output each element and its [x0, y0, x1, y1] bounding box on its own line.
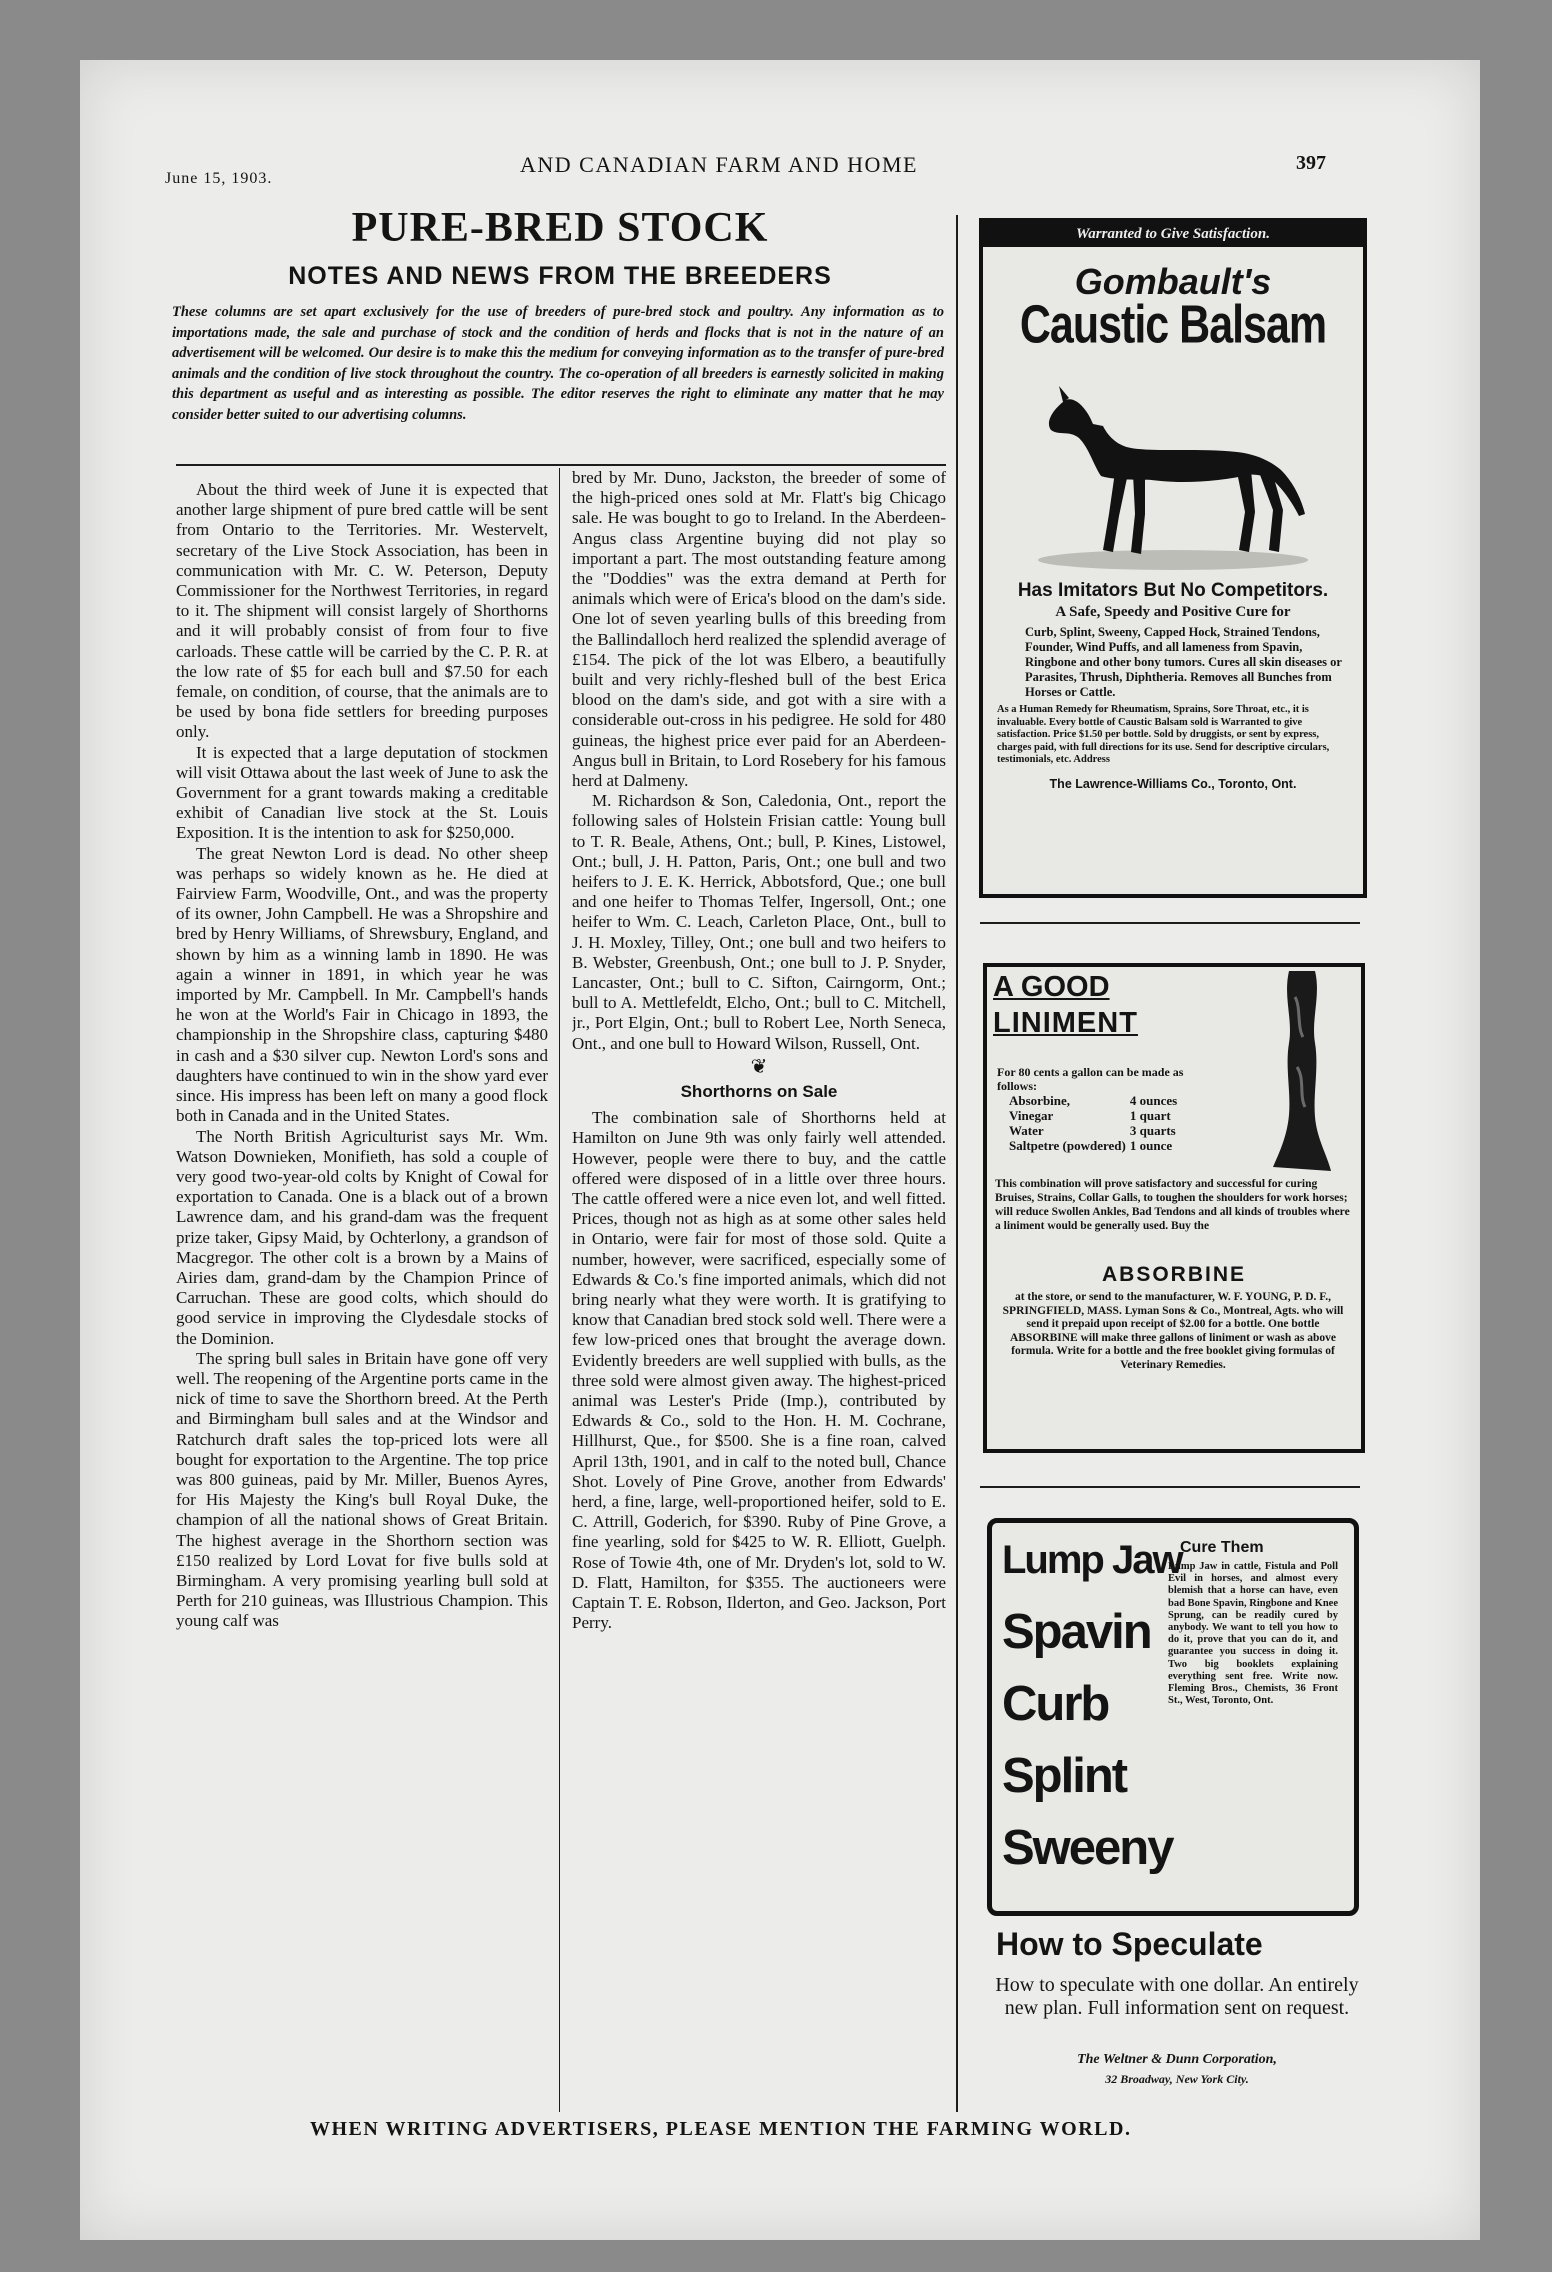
article-column-1 [176, 480, 548, 2120]
recipe-item: Saltpetre (powdered) [1009, 1138, 1126, 1153]
ad-lumpjaw-cure-title: Cure Them [1180, 1539, 1264, 1556]
ad-balsam-safe-cure: A Safe, Speedy and Positive Cure for [1055, 604, 1291, 620]
recipe-qty: 4 ounces [1129, 1093, 1178, 1108]
ad-balsam-claim: Has Imitators But No Competitors. [1017, 580, 1329, 601]
ad-liniment-title-2: LINIMENT [993, 1007, 1138, 1039]
ad-balsam-brand: Gombault's [1074, 261, 1272, 302]
ad-liniment-product: ABSORBINE [1101, 1263, 1246, 1286]
header-publication: AND CANADIAN FARM AND HOME [520, 152, 918, 177]
page-number: 397 [1296, 152, 1326, 174]
paragraph-shorthorns: The combination sale of Shorthorns held at Hamilton on June 9th was only fairly well attended. However, people were there to buy, and the cattle offered were disposed of in a little over three hours. The cattle offered were a nice even lot, and well fitted. Prices, though not as high as at some other sales held in Ontario, were fair for most of those sold. Quite a number, however, were sacrificed, especially some of Edwards & Co.'s fine imported animals, which did not bring nearly what they were worth. It is gratifying to know that Canadian bred stock sold well. There were a few low-priced ones that brought the average down. Evidently breeders are well supplied with bulls, as the three sold were almost given away. The highest-priced animal was Lester's Pride (Imp.), contributed by Edwards & Co., sold to the Hon. H. M. Cochrane, Hillhurst, Que., for $500. She is a fine roan, calved April 13th, 1901, and in calf to the noted bull, Chance Shot. Lovely of Pine Grove, another from Edwards' herd, a fine, large, well-proportioned heifer, sold to E. C. Attrill, Goderich, for $390. Ruby of Pine Grove, a fine yearling, sold for $425 to W. R. Elliott, Guelph. Rose of Towie 4th, one of Mr. Dryden's lot, sold to W. D. Flatt, Hamilton, for $355. The auctioneers were Captain T. E. Robson, Ilderton, and Geo. Jackson, Port Perry. [572, 1108, 946, 1633]
recipe-row [1009, 1123, 1181, 1138]
horse-illustration-icon [1023, 364, 1323, 574]
header-date: June 15, 1903. [165, 170, 273, 187]
ad-column-divider [956, 215, 958, 2112]
intro-divider [176, 464, 946, 466]
horse-leg-illustration-icon [1249, 967, 1359, 1177]
paragraph-deputation: It is expected that a large deputation of stockmen will visit Ottawa about the last week of June to ask the Government for a grant towards making a creditable exhibit of Canadian live stock at the St. Louis Exposition. It is the intention to ask for $250,000. [176, 742, 548, 843]
ad-balsam-banner: Warranted to Give Satisfaction. [983, 222, 1363, 247]
ad-balsam-product: Caustic Balsam [1019, 294, 1327, 355]
paragraph-shipment: About the third week of June it is expected that another large shipment of pure bred cattle will be sent from Ontario to the Territories. Mr. Westervelt, secretary of the Live Stock Association, has been in communication with Mr. C. W. Peterson, Deputy Commissioner for the Northwest Territories, in regard to it. The shipment will consist largely of Shorthorns and it will probably consist of from four to five carloads. These cattle will be carried by the C. P. R. at the low rate of $5 for each bull and $7.50 for each female, on condition, of course, that the animals are to be used by bona fide settlers for breeding purposes only. [176, 480, 548, 742]
ad-liniment-footer: at the store, or send to the manufacturer, W. F. YOUNG, P. D. F., SPRINGFIELD, MASS. Lyman Sons & Co., Montreal, Agts. who will send it prepaid upon receipt of $2.00 for a bottle. One bottle ABSORBINE will make three gallons of liniment or wash as above formula. Write for a bottle and the free booklet giving formulas of Veterinary Remedies. [1002, 1291, 1344, 1371]
section-intro: These columns are set apart exclusively for the use of breeders of pure-bred stock and poultry. Any information as to importations made, the sale and purchase of stock and the condition of herds and flocks that is not in the nature of an advertisement will be welcomed. Our desire is to make this the medium for conveying information as to the transfer of pure-bred animals and the condition of live stock throughout the country. The co-operation of all breeders is earnestly solicited in making this department as useful and as interesting as possible. The editor reserves the right to eliminate any matter that he may consider better suited to our advertising columns. [172, 304, 944, 423]
ad-balsam-cures: Curb, Splint, Sweeny, Capped Hock, Strained Tendons, Founder, Wind Puffs, and all lameness from Spavin, Ringbone and other bony tumors. Cures all skin diseases or Parasites, Thrush, Diphtheria. Removes all Bunches from Horses or Cattle. [1025, 625, 1342, 699]
ad-lumpjaw-word: Splint [1002, 1749, 1127, 1803]
recipe-item: Water [1009, 1123, 1044, 1138]
recipe-row [1009, 1093, 1181, 1108]
ad-liniment-body: This combination will prove satisfactory and successful for curing Bruises, Strains, Collar Galls, to toughen the shoulders for work horses; will reduce Swollen Ankles, Bad Tendons and all kinds of troubles where a liniment would be generally used. Buy the [995, 1178, 1350, 1232]
recipe-qty: 3 quarts [1129, 1123, 1176, 1138]
ad-liniment-title-1: A GOOD [993, 971, 1110, 1003]
ad-lumpjaw-word: Curb [1002, 1677, 1109, 1731]
ad-liniment-recipe [1009, 1093, 1181, 1153]
page-footer: WHEN WRITING ADVERTISERS, PLEASE MENTION THE FARMING WORLD. [310, 2118, 1132, 2140]
ad-balsam-fine-print: As a Human Remedy for Rheumatism, Sprains, Sore Throat, etc., it is invaluable. Every bottle of Caustic Balsam sold is Warranted to give satisfaction. Price $1.50 per bottle. Sold by druggists, or sent by express, charges paid, with full directions for its use. Send for descriptive circulars, testimonials, etc. Address [997, 704, 1330, 765]
ad-lumpjaw-word: Lump Jaw [1002, 1538, 1182, 1582]
ad-divider-1 [980, 922, 1360, 924]
recipe-item: Absorbine, [1009, 1093, 1071, 1108]
paragraph-clydesdale-colts: The North British Agriculturist says Mr. Wm. Watson Downieken, Monifieth, has sold a couple of very good two-year-old colts by Knight of Cowal for exportation to Canada. One is a black out of a brown Lawrence dam, and his grand-dam was the frequent prize taker, Gipsy Maid, by Ochterlony, a grandson of Macgregor. The other colt is a brown by a Mains of Airies dam, grand-dam by the Champion Prince of Carruchan. These are good colts, which should do good service in improving the Clydesdale stocks of the Dominion. [176, 1126, 548, 1348]
article-column-2 [572, 468, 946, 2120]
paragraph-holstein-sales: M. Richardson & Son, Caledonia, Ont., report the following sales of Holstein Frisian cattle: Young bull to T. R. Beale, Athens, Ont.; bull, P. Kines, Listowel, Ont.; bull, J. H. Patton, Paris, Ont.; one bull and two heifers to J. E. K. Herrick, Abbotsford, Que.; one bull and one heifer to Thomas Telfer, Ingersoll, Ont.; one heifer to Wm. C. Leach, Carleton Place, Ont., bull to J. H. Moxley, Tilley, Ont.; one bull and two heifers to B. Webster, Greenbush, Ont.; one bull to J. P. Snyder, Lancaster, Ont.; bull to C. Sifton, Cairngorm, Ont.; bull to A. Mettlefeldt, Elcho, Ont.; bull to C. Mitchell, jr., Port Elgin, Ont.; bull to Robert Lee, North Seneca, Ont., and one bull to Howard Wilson, Russell, Ont. [572, 791, 946, 1053]
recipe-qty: 1 ounce [1129, 1138, 1173, 1153]
ad-divider-2 [980, 1486, 1360, 1488]
paragraph-newton-lord: The great Newton Lord is dead. No other sheep was perhaps so widely known as he. He died at Fairview Farm, Woodville, Ont., and was the property of its owner, John Campbell. He was a Shropshire and bred by Henry Williams, of Shrewsbury, England, and shown by him as a winning lamb in 1890. He was again a winner in 1891, in which year he was imported by Mr. Campbell. In Mr. Campbell's hands he won at the World's Fair in Chicago in 1893, the championship in the Shropshire class, capturing $480 in cash and a $30 silver cup. Newton Lord's sons and daughters have continued to win in the show yard ever since. His impress has been left on many a good flock both in Canada and in the United States. [176, 843, 548, 1126]
ad-lumpjaw-word: Sweeny [1002, 1821, 1173, 1875]
ad-caustic-balsam [979, 218, 1367, 898]
ornament-icon: ❦ [750, 1055, 768, 1078]
column-divider [559, 468, 560, 2112]
recipe-row [1009, 1138, 1181, 1153]
ad-speculate-title: How to Speculate [996, 1926, 1263, 1962]
paragraph-bull-sales: The spring bull sales in Britain have gone off very well. The reopening of the Argentine ports came in the nick of time to save the Shorthorn breed. At the Perth and Birmingham bull sales and at the Windsor and Ratchurch draft sales the top-priced lots were all bought for exportation to the Argentine. The top price was 800 guineas, paid by Mr. Miller, Buenos Ayres, for His Majesty the King's bull Royal Duke, the champion of all the national shows of Great Britain. The highest average in the Shorthorn section was £150 realized by Lord Lovat for five bulls sold at Birmingham. A very promising yearling bull sold at Perth for 210 guineas, was Illustrious Champion. This young calf was [176, 1348, 548, 1631]
ad-good-liniment [983, 963, 1365, 1453]
ad-speculate-company: The Weltner & Dunn Corporation, [1077, 2052, 1277, 2067]
section-subtitle: NOTES AND NEWS FROM THE BREEDERS [288, 262, 832, 290]
recipe-qty: 1 quart [1129, 1108, 1171, 1123]
section-title: PURE-BRED STOCK [351, 205, 769, 251]
ad-balsam-company: The Lawrence-Williams Co., Toronto, Ont. [1049, 776, 1297, 791]
ad-lumpjaw-cure-text: Lump Jaw in cattle, Fistula and Poll Evil in horses, and almost every blemish that a horse can have, even bad Bone Spavin, Ringbone and Knee Sprung, can be readily cured by anybody. We want to tell you how to do it, prove that you can do it, and guarantee you success in doing it. Two big booklets explaining everything sent free. Write now. Fleming Bros., Chemists, 36 Front St., West, Toronto, Ont. [1168, 1561, 1338, 1707]
ad-speculate-address: 32 Broadway, New York City. [1105, 2072, 1249, 2086]
shorthorns-heading: Shorthorns on Sale [680, 1081, 838, 1101]
ad-speculate-text: How to speculate with one dollar. An entirely new plan. Full information sent on request. [995, 1974, 1359, 2019]
recipe-row [1009, 1108, 1181, 1123]
recipe-item: Vinegar [1009, 1108, 1054, 1123]
ad-lump-jaw [987, 1518, 1359, 1916]
ad-lumpjaw-word: Spavin [1002, 1605, 1151, 1659]
paragraph-aberdeen-angus: bred by Mr. Duno, Jackston, the breeder of some of the high-priced ones sold at Mr. Flatt's big Chicago sale. He was bought to go to Ireland. In the Aberdeen-Angus class Argentine buying did not play so important a part. The most outstanding feature among the "Doddies" was the extra demand at Perth for animals which were of Erica's blood on the dam's side. One lot of seven yearling bulls of this breeding from the Ballindalloch herd realized the splendid average of £154. The pick of the lot was Elbero, a beautifully built and very richly-fleshed bull of the best Erica blood on the dam's side, and got with a sire with a considerable out-cross in his pedigree. He sold for 480 guineas, the highest price ever paid for an Aberdeen-Angus bull in Britain, to Lord Rosebery for his famous herd at Dalmeny. [572, 468, 946, 791]
ad-liniment-intro: For 80 cents a gallon can be made as follows: [997, 1065, 1184, 1093]
